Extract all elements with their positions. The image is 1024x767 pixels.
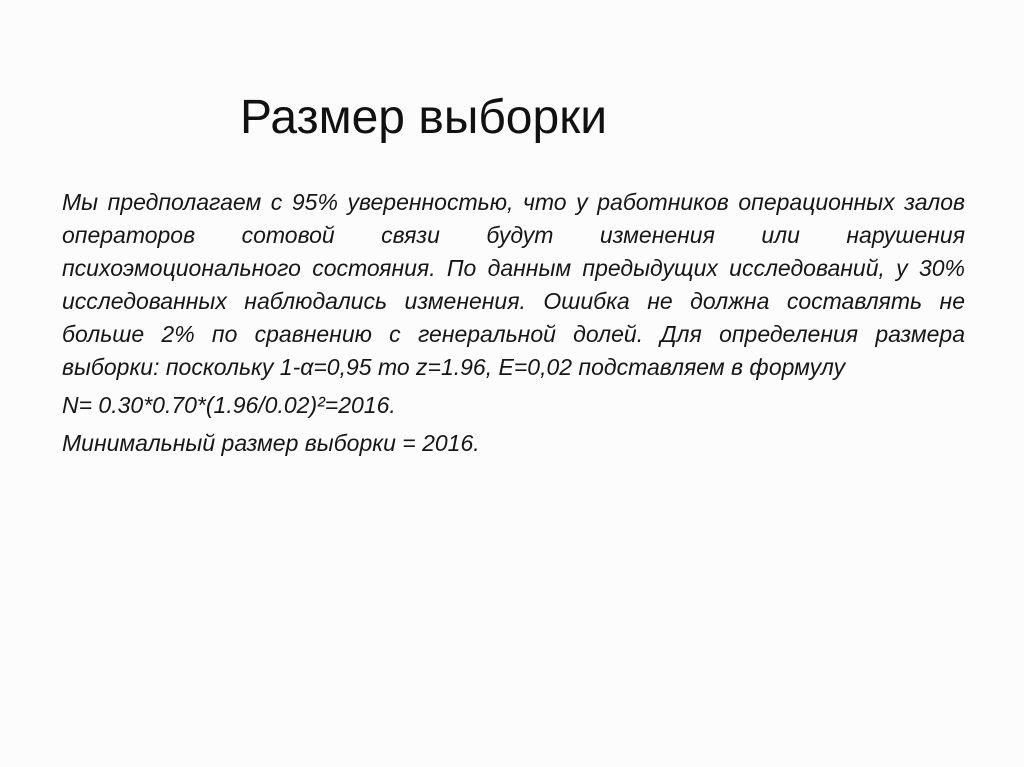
slide-title: Размер выборки — [240, 91, 608, 144]
slide-body — [62, 186, 965, 465]
minimum-sample-size: Минимальный размер выборки = 2016. — [62, 430, 480, 456]
sample-size-formula: N= 0.30*0.70*(1.96/0.02)²=2016. — [62, 392, 396, 418]
body-paragraph-main: Мы предполагаем с 95% уверенностью, что у работников операционных залов операторов сотовой связи будут изменения или нарушения психоэмоционального состояния. По данным предыдущих исследований, у 30% исследованных наблюдались изменения. Ошибка не должна составлять не больше 2% по сравнению с генеральной долей. Для определения размера выборки: поскольку 1-α=0,95 то z=1.96, E=0,02 подставляем в формулу — [62, 189, 965, 380]
